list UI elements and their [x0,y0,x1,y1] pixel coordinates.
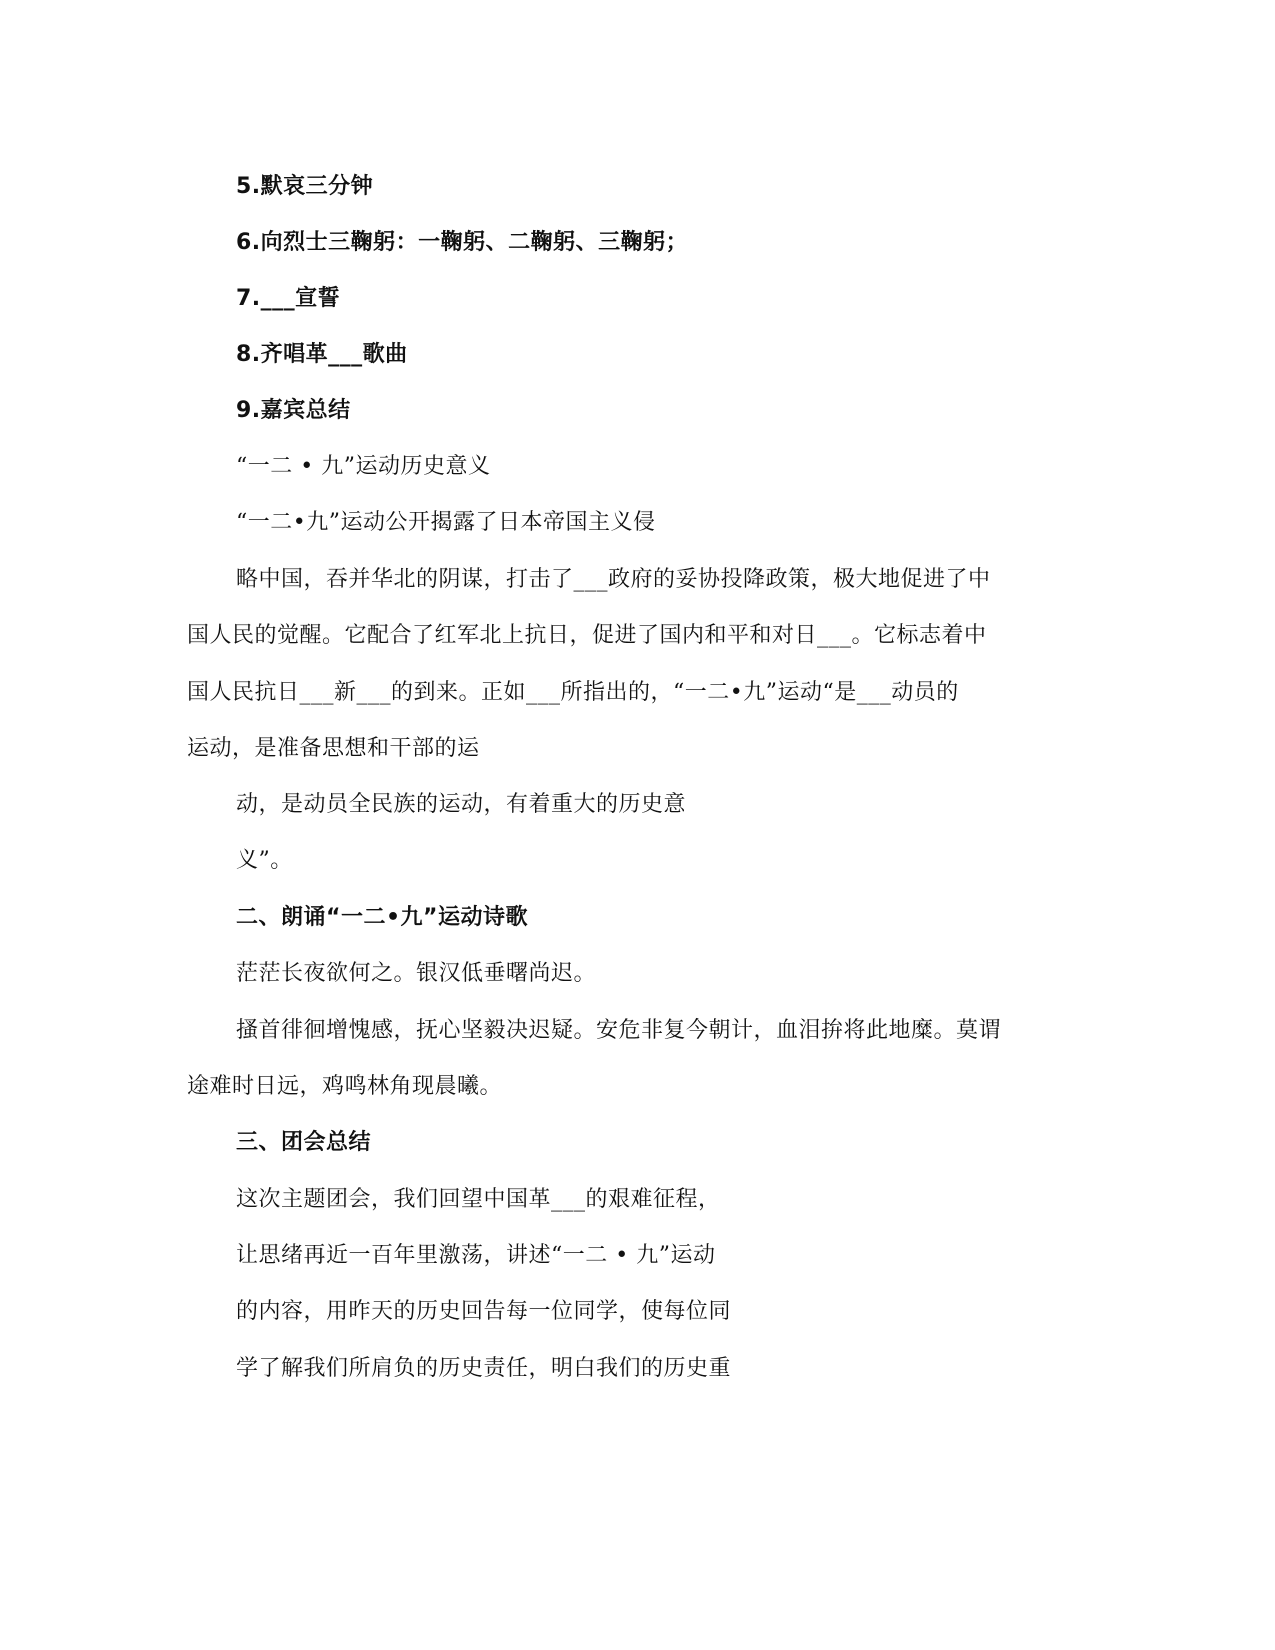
poem-line: 搔首徘徊增愧感，抚心坚毅决迟疑。安危非复今朝计，血泪拚将此地糜。莫谓 [236,1018,1002,1043]
body-line: 国人民的觉醒。它配合了红军北上抗日，促进了国内和平和对日___。它标志着中 [187,623,987,648]
program-item-8: 8.齐唱革___歌曲 [236,342,408,367]
section-heading-significance: “一二 • 九”运动历史意义 [236,454,491,479]
program-item-7: 7.___宣誓 [236,286,341,311]
body-line: 学了解我们所肩负的历史责任，明白我们的历史重 [236,1356,732,1381]
body-line: “一二•九”运动公开揭露了日本帝国主义侵 [236,510,656,535]
program-item-6: 6.向烈士三鞠躬：一鞠躬、二鞠躬、三鞠躬； [236,230,689,255]
body-line: 这次主题团会，我们回望中国革___的艰难征程， [236,1187,721,1212]
body-line: 动，是动员全民族的运动，有着重大的历史意 [236,792,687,817]
body-line: 义”。 [236,848,293,873]
section-heading-summary: 三、团会总结 [236,1130,372,1155]
program-item-9: 9.嘉宾总结 [236,398,351,423]
body-line: 国人民抗日___新___的到来。正如___所指出的，“一二•九”运动“是___动员的 [187,680,959,705]
body-line: 让思绪再近一百年里激荡，讲述“一二 • 九”运动 [236,1243,716,1268]
body-line: 的内容，用昨天的历史回告每一位同学，使每位同 [236,1299,732,1324]
program-item-5: 5.默哀三分钟 [236,174,374,199]
poem-line: 途难时日远，鸡鸣林角现晨曦。 [187,1074,503,1099]
body-line: 运动，是准备思想和干部的运 [187,736,480,761]
poem-line: 茫茫长夜欲何之。银汉低垂曙尚迟。 [236,961,597,986]
section-heading-poem: 二、朗诵“一二•九”运动诗歌 [236,905,528,930]
body-line: 略中国，吞并华北的阴谋，打击了___政府的妥协投降政策，极大地促进了中 [236,567,991,592]
